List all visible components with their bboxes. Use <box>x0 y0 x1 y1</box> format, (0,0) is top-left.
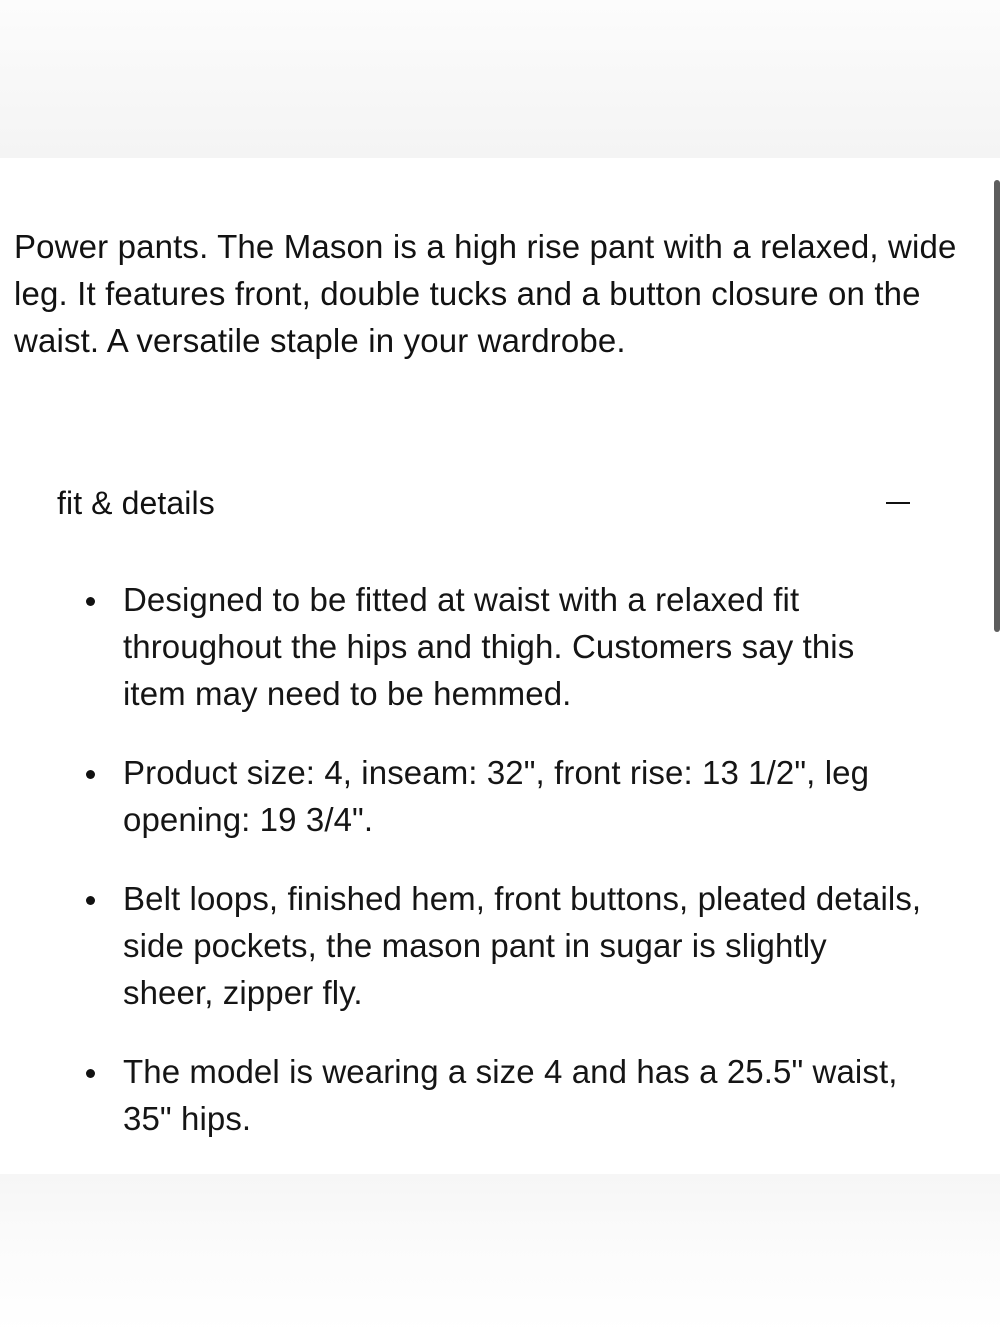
bottom-page-shade <box>0 1174 1000 1333</box>
fit-details-accordion-header[interactable] <box>57 474 910 532</box>
minus-icon[interactable] <box>886 491 910 515</box>
top-page-shade <box>0 0 1000 158</box>
vertical-scrollbar[interactable] <box>994 180 1000 632</box>
fit-details-list <box>123 576 923 1174</box>
fit-detail-item: The model is wearing a size 4 and has a 25.5" waist, 35" hips. <box>123 1048 923 1142</box>
fit-details-title: fit & details <box>57 484 215 521</box>
fit-detail-item: Belt loops, finished hem, front buttons, pleated details, side pockets, the mason pant in sugar is slightly sheer, zipper fly. <box>123 875 923 1016</box>
fit-detail-item: Designed to be fitted at waist with a relaxed fit throughout the hips and thigh. Customers say this item may need to be hemmed. <box>123 576 923 717</box>
fit-detail-item: Product size: 4, inseam: 32", front rise: 13 1/2", leg opening: 19 3/4". <box>123 749 923 843</box>
product-description: Power pants. The Mason is a high rise pant with a relaxed, wide leg. It features front, double tucks and a button closure on the waist. A versatile staple in your wardrobe. <box>14 228 957 359</box>
